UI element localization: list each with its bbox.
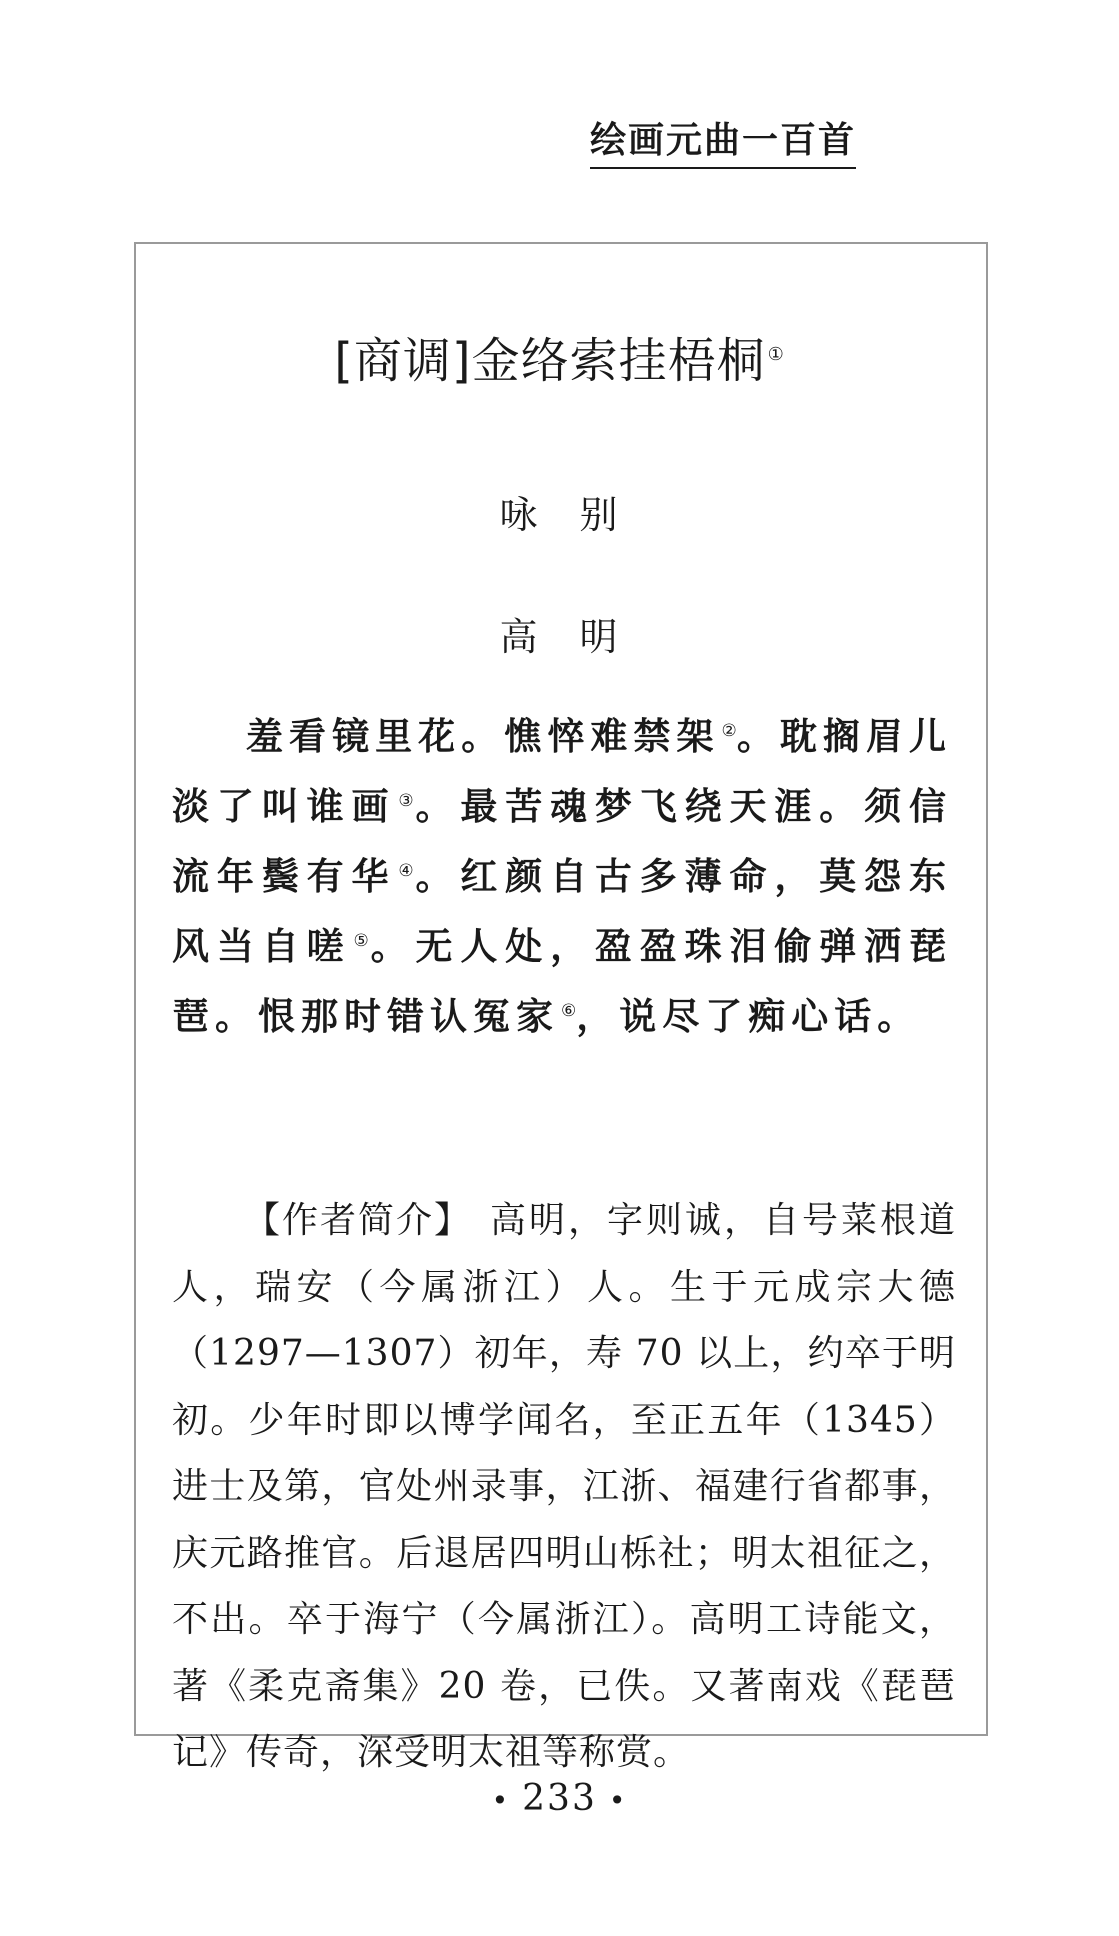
footnote-marker: ③	[398, 790, 416, 811]
page-dot-left: •	[491, 1784, 511, 1817]
author-intro	[172, 1188, 956, 1787]
footnote-marker: ⑤	[353, 930, 371, 951]
poem-title-text: [商调]金络索挂梧桐	[334, 333, 766, 389]
verse-segment: 。最苦魂梦飞绕天涯。须信流年鬓有华	[172, 785, 952, 898]
poem-author: 高 明	[499, 615, 620, 659]
verse-segment: 。无人处，盈盈珠泪偷弹洒琵琶。恨那时错认冤家	[172, 925, 953, 1038]
verse-segment: 。耽搁眉儿淡了叫谁画	[172, 715, 952, 828]
footnote-marker: ①	[767, 344, 785, 365]
footnote-marker: ②	[721, 720, 737, 741]
poem-verse	[172, 702, 952, 1052]
verse-segment: ，说尽了痴心话。	[576, 995, 921, 1038]
footnote-marker: ⑥	[561, 1000, 577, 1021]
poem-title	[0, 322, 1119, 391]
author-intro-label: 【作者简介】	[244, 1200, 472, 1241]
verse-segment: 。红颜自古多薄命，莫怨东风当自嗟	[172, 855, 952, 968]
running-head: 绘画元曲一百首	[590, 112, 856, 169]
page-dot-right: •	[608, 1784, 628, 1817]
page-number	[0, 1778, 1119, 1819]
footnote-marker: ④	[398, 860, 416, 881]
page-number-text: 233	[522, 1778, 597, 1819]
verse-segment: 羞看镜里花。憔悴难禁架	[246, 715, 720, 758]
author-intro-text: 高明，字则诚，自号菜根道人，瑞安（今属浙江）人。生于元成宗大德（1297—1307）初年，寿 70 以上，约卒于明初。少年时即以博学闻名，至正五年（1345）进士及第，官处州录事，江浙、福建行省都事，庆元路推官。后退居四明山栎社；明太祖征之，不出。卒于海宁（今属浙江）。高明工诗能文，著《柔克斋集》20 卷，已佚。又著南戏《琵琶记》传奇，深受明太祖等称赏。	[172, 1200, 956, 1773]
poem-subtitle: 咏 别	[499, 493, 620, 537]
